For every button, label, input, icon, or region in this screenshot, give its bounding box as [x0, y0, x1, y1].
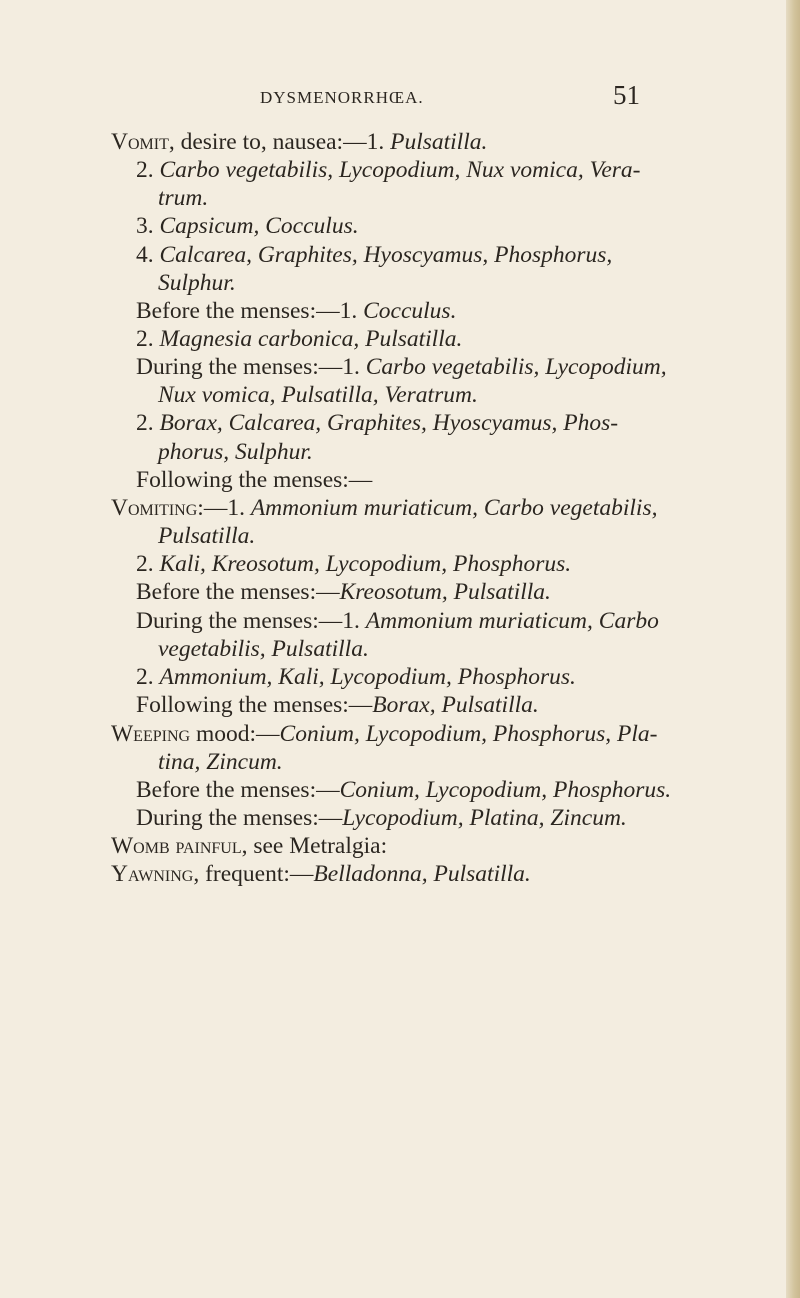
remedy-text: Calcarea, Graphites, Hyoscyamus, Phosphorus,: [159, 242, 613, 268]
plain-text: 2.: [136, 410, 160, 436]
plain-text: 2.: [136, 326, 160, 352]
plain-text: 4.: [136, 242, 160, 268]
remedy-text: Sulphur.: [158, 270, 236, 296]
text-line: [158, 747, 283, 777]
text-line: [158, 268, 236, 298]
plain-text: 2.: [136, 551, 160, 577]
text-line: [136, 577, 551, 607]
remedy-text: Carbo vegetabilis, Lycopodium,: [365, 354, 667, 380]
remedy-text: trum.: [158, 185, 209, 211]
text-line: [158, 183, 208, 213]
page-number: 51: [613, 80, 640, 110]
plain-text: Following the menses:—: [136, 692, 373, 718]
text-line: [136, 240, 612, 270]
running-head: DYSMENORRHŒA.: [260, 88, 424, 107]
plain-text: , desire to, nausea:—1.: [168, 129, 391, 155]
plain-text: mood:—: [190, 721, 280, 747]
remedy-text: phorus, Sulphur.: [158, 439, 313, 465]
plain-text: , frequent:—: [193, 861, 314, 887]
plain-text: 2.: [136, 157, 160, 183]
text-line: [111, 493, 657, 523]
remedy-text: Kali, Kreosotum, Lycopodium, Phosphorus.: [159, 551, 572, 577]
plain-text: :—1.: [197, 495, 251, 521]
text-line: [136, 775, 671, 805]
remedy-text: vegetabilis, Pulsatilla.: [158, 636, 369, 662]
remedy-text: Pulsatilla.: [390, 129, 488, 155]
plain-text: During the menses:—: [136, 805, 343, 831]
text-line: [136, 803, 627, 833]
remedy-text: Borax, Calcarea, Graphites, Hyoscyamus, Phos-: [159, 410, 619, 436]
remedy-text: Ammonium muriaticum, Carbo: [365, 608, 659, 634]
text-line: [158, 380, 478, 410]
text-line: [136, 296, 456, 326]
plain-text: 3.: [136, 213, 160, 239]
remedy-text: Magnesia carbonica, Pulsatilla.: [159, 326, 463, 352]
remedy-text: Ammonium, Kali, Lycopodium, Phosphorus.: [159, 664, 576, 690]
page-header: [110, 80, 640, 120]
plain-text: Before the menses:—: [136, 777, 340, 803]
rubric-heading: Womb painful: [111, 833, 242, 859]
remedy-text: Pulsatilla.: [158, 523, 256, 549]
rubric-heading: Vomiting: [111, 495, 198, 521]
text-line: [111, 127, 487, 157]
text-line: [136, 352, 667, 382]
remedy-text: Borax, Pulsatilla.: [372, 692, 539, 718]
text-line: [136, 549, 571, 579]
remedy-text: Conium, Lycopodium, Phosphorus.: [339, 777, 672, 803]
plain-text: Following the menses:—: [136, 467, 373, 493]
text-line: [111, 719, 657, 749]
rubric-heading: Yawning: [111, 861, 194, 887]
remedy-text: Carbo vegetabilis, Lycopodium, Nux vomica, Vera-: [159, 157, 641, 183]
text-line: [111, 859, 531, 889]
plain-text: During the menses:—1.: [136, 354, 366, 380]
plain-text: 2.: [136, 664, 160, 690]
remedy-text: tina, Zincum.: [158, 749, 283, 775]
text-line: [136, 465, 372, 495]
text-line: [136, 211, 359, 241]
remedy-text: Conium, Lycopodium, Phosphorus, Pla-: [279, 721, 658, 747]
text-line: [136, 690, 539, 720]
remedy-text: Belladonna, Pulsatilla.: [313, 861, 531, 887]
page-edge: [786, 0, 800, 1298]
text-line: [111, 831, 387, 861]
remedy-text: Ammonium muriaticum, Carbo vegetabilis,: [250, 495, 658, 521]
text-line: [136, 324, 462, 354]
remedy-text: Nux vomica, Pulsatilla, Veratrum.: [158, 382, 478, 408]
text-line: [136, 155, 640, 185]
text-line: [136, 408, 618, 438]
text-line: [158, 634, 369, 664]
remedy-text: Capsicum, Cocculus.: [159, 213, 359, 239]
plain-text: During the menses:—1.: [136, 608, 366, 634]
plain-text: Before the menses:—: [136, 579, 340, 605]
remedy-text: Lycopodium, Platina, Zincum.: [342, 805, 627, 831]
plain-text: Before the menses:—1.: [136, 298, 364, 324]
text-line: [158, 521, 255, 551]
remedy-text: Cocculus.: [363, 298, 457, 324]
plain-text: , see Metralgia:: [241, 833, 388, 859]
rubric-heading: Weeping: [111, 721, 191, 747]
text-line: [136, 662, 576, 692]
text-line: [136, 606, 659, 636]
remedy-text: Kreosotum, Pulsatilla.: [339, 579, 551, 605]
rubric-heading: Vomit: [111, 129, 169, 155]
text-line: [158, 437, 313, 467]
